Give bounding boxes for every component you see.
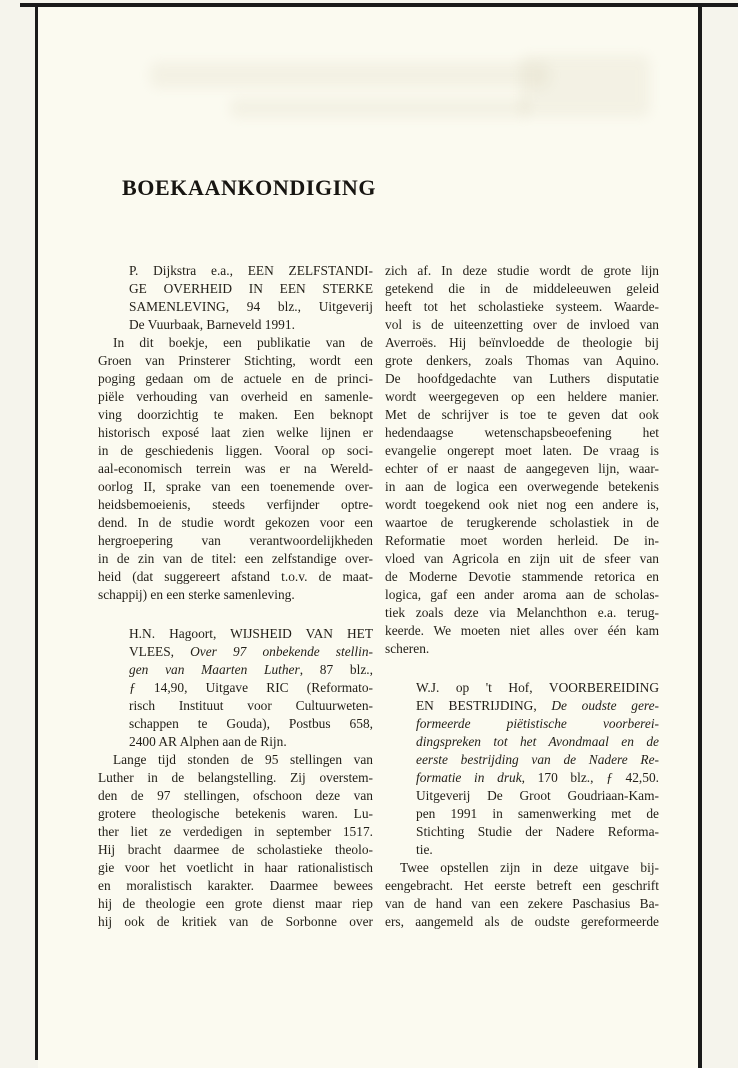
text-line: Luther in de belangstelling. Zij overstem- — [98, 770, 373, 785]
text-line: eengebracht. Het eerste betreft een geschrift — [385, 878, 659, 893]
text-line: getekend die in de middeleeuwen geleid — [385, 281, 659, 296]
text-line: dingspreken tot het Avondmaal en de — [416, 734, 659, 749]
text-line: en moralistisch karakter. Daarmee bewees — [98, 878, 373, 893]
text-line: Uitgeverij De Groot Goudriaan-Kam- — [416, 788, 659, 803]
text-line: P. Dijkstra e.a., EEN ZELFSTANDI- — [129, 263, 373, 278]
text-line: wordt weergegeven op een heldere manier. — [385, 389, 659, 404]
book-citation — [416, 679, 659, 859]
text-line: gen van Maarten Luther, 87 blz., — [129, 662, 373, 677]
text-line: 2400 AR Alphen aan de Rijn. — [129, 734, 287, 749]
text-line: W.J. op 't Hof, VOORBEREIDING — [416, 680, 659, 695]
page-title: BOEKAANKONDIGING — [122, 174, 377, 200]
text-line: scheren. — [385, 641, 430, 656]
text-line: formatie in druk, 170 blz., ƒ 42,50. — [416, 770, 659, 785]
body-paragraph — [385, 262, 659, 658]
scan-border-right — [698, 3, 702, 1068]
text-line: poging gedaan om de actuele en de princi- — [98, 371, 373, 386]
text-line: Reformatie moet worden herleid. De in- — [385, 533, 659, 548]
text-line: vol is de uiteenzetting over de invloed van — [385, 317, 659, 332]
text-column-right — [385, 262, 659, 931]
text-line: De hoofdgedachte van Luthers disputatie — [385, 371, 659, 386]
text-line: in de zin van de titel: een zelfstandige over- — [98, 551, 373, 566]
book-citation — [129, 262, 373, 334]
text-line: H.N. Hagoort, WIJSHEID VAN HET — [129, 626, 373, 641]
body-paragraph — [98, 334, 373, 604]
text-line: Groen van Prinsterer Stichting, wordt een — [98, 353, 373, 368]
text-line: dend. In de studie wordt gekozen voor een — [98, 515, 373, 530]
scan-border-left — [35, 3, 38, 1060]
text-line: hij ook de kritiek van de Sorbonne over — [98, 914, 373, 929]
text-line: pen 1991 in samenwerking met de — [416, 806, 659, 821]
text-line: aal-economisch terrein was er na Wereld- — [98, 461, 373, 476]
scan-bleedthrough — [150, 62, 550, 88]
text-line: VLEES, Over 97 onbekende stellin- — [129, 644, 373, 659]
text-line: hergroepering van verantwoordelijkheden — [98, 533, 373, 548]
text-line: risch Instituut voor Cultuurweten- — [129, 698, 373, 713]
text-line: tie. — [416, 842, 433, 857]
text-line: Averroës. Hij beïnvloedde de theologie bij — [385, 335, 659, 350]
body-paragraph — [385, 859, 659, 931]
text-line: grote denkers, zoals Thomas van Aquino. — [385, 353, 659, 368]
text-line: Lange tijd stonden de 95 stellingen van — [113, 752, 373, 767]
book-citation — [129, 625, 373, 751]
text-line: wordt toegekend ook niet nog een andere is, — [385, 497, 659, 512]
text-line: hij de theologie een grote dienst maar riep — [98, 896, 373, 911]
text-line: hedendaagse wetenschapsbeoefening het — [385, 425, 659, 440]
text-line: heid (dat suggereert afstand t.o.v. de maat- — [98, 569, 373, 584]
text-column-left — [98, 262, 373, 931]
text-line: zich af. In deze studie wordt de grote lijn — [385, 263, 659, 278]
text-line: ther liet ze verdedigen in september 1517. — [98, 824, 373, 839]
scan-border-top — [20, 3, 738, 7]
text-line: tiek zoals deze via Melanchthon e.a. terug- — [385, 605, 659, 620]
text-line: van de hand van een zekere Paschasius Ba- — [385, 896, 659, 911]
text-line: de Moderne Devotie stammende retorica en — [385, 569, 659, 584]
text-line: GE OVERHEID IN EEN STERKE — [129, 281, 373, 296]
text-line: formeerde piëtistische voorberei- — [416, 716, 659, 731]
text-line: Met de schrijver is toe te geven dat ook — [385, 407, 659, 422]
text-line: Twee opstellen zijn in deze uitgave bij- — [400, 860, 659, 875]
text-line: EN BESTRIJDING, De oudste gere- — [416, 698, 660, 713]
text-line: grotere theologische betekenis waren. Lu- — [98, 806, 373, 821]
text-line: heidsbemoeienis, steeds verfijnder optre- — [98, 497, 373, 512]
text-line: gie voor het voetlicht in haar rationalistisch — [98, 860, 373, 875]
text-line: in aan de logica een overwegende betekenis — [385, 479, 659, 494]
text-line: ving doorzichtig te maken. Een beknopt — [98, 407, 373, 422]
scan-bleedthrough — [230, 98, 530, 118]
text-line: vloed van Agricola en zijn uit de sfeer van — [385, 551, 659, 566]
body-paragraph — [98, 751, 373, 931]
text-line: logica, gaf een ander aroma aan de scholas- — [385, 587, 659, 602]
text-line: Stichting Studie der Nadere Reforma- — [416, 824, 659, 839]
text-line: historisch exposé laat zien welke lijnen er — [98, 425, 373, 440]
text-line: echter of er naast de aangegeven lijn, waar- — [385, 461, 659, 476]
scan-bleedthrough — [520, 55, 650, 117]
text-line: eerste bestrijding van de Nadere Re- — [416, 752, 659, 767]
text-line: Hij bracht daarmee de scholastieke theolo- — [98, 842, 373, 857]
text-line: heeft tot het scholastieke systeem. Waarde- — [385, 299, 659, 314]
text-line: ers, aangemeld als de oudste gereformeerde — [385, 914, 659, 929]
text-line: piële verhouding van overheid en samenle- — [98, 389, 373, 404]
text-line: schappij) en een sterke samenleving. — [98, 587, 295, 602]
text-line: evangelie ongerept moet laten. De vraag is — [385, 443, 659, 458]
text-line: In dit boekje, een publikatie van de — [113, 335, 373, 350]
text-line: schappen te Gouda), Postbus 658, — [129, 716, 373, 731]
text-line: keerde. We moeten niet alles over één kam — [385, 623, 659, 638]
text-line: oorlog II, sprake van een toenemende over- — [98, 479, 373, 494]
text-line: ƒ 14,90, Uitgave RIC (Reformato- — [129, 680, 373, 695]
text-line: in de geschiedenis liggen. Vooral op soci- — [98, 443, 373, 458]
text-line: waartoe de terugkerende scholastiek in de — [385, 515, 659, 530]
text-line: den de 97 stellingen, ofschoon deze van — [98, 788, 373, 803]
text-line: SAMENLEVING, 94 blz., Uitgeverij — [129, 299, 373, 314]
text-line: De Vuurbaak, Barneveld 1991. — [129, 317, 295, 332]
